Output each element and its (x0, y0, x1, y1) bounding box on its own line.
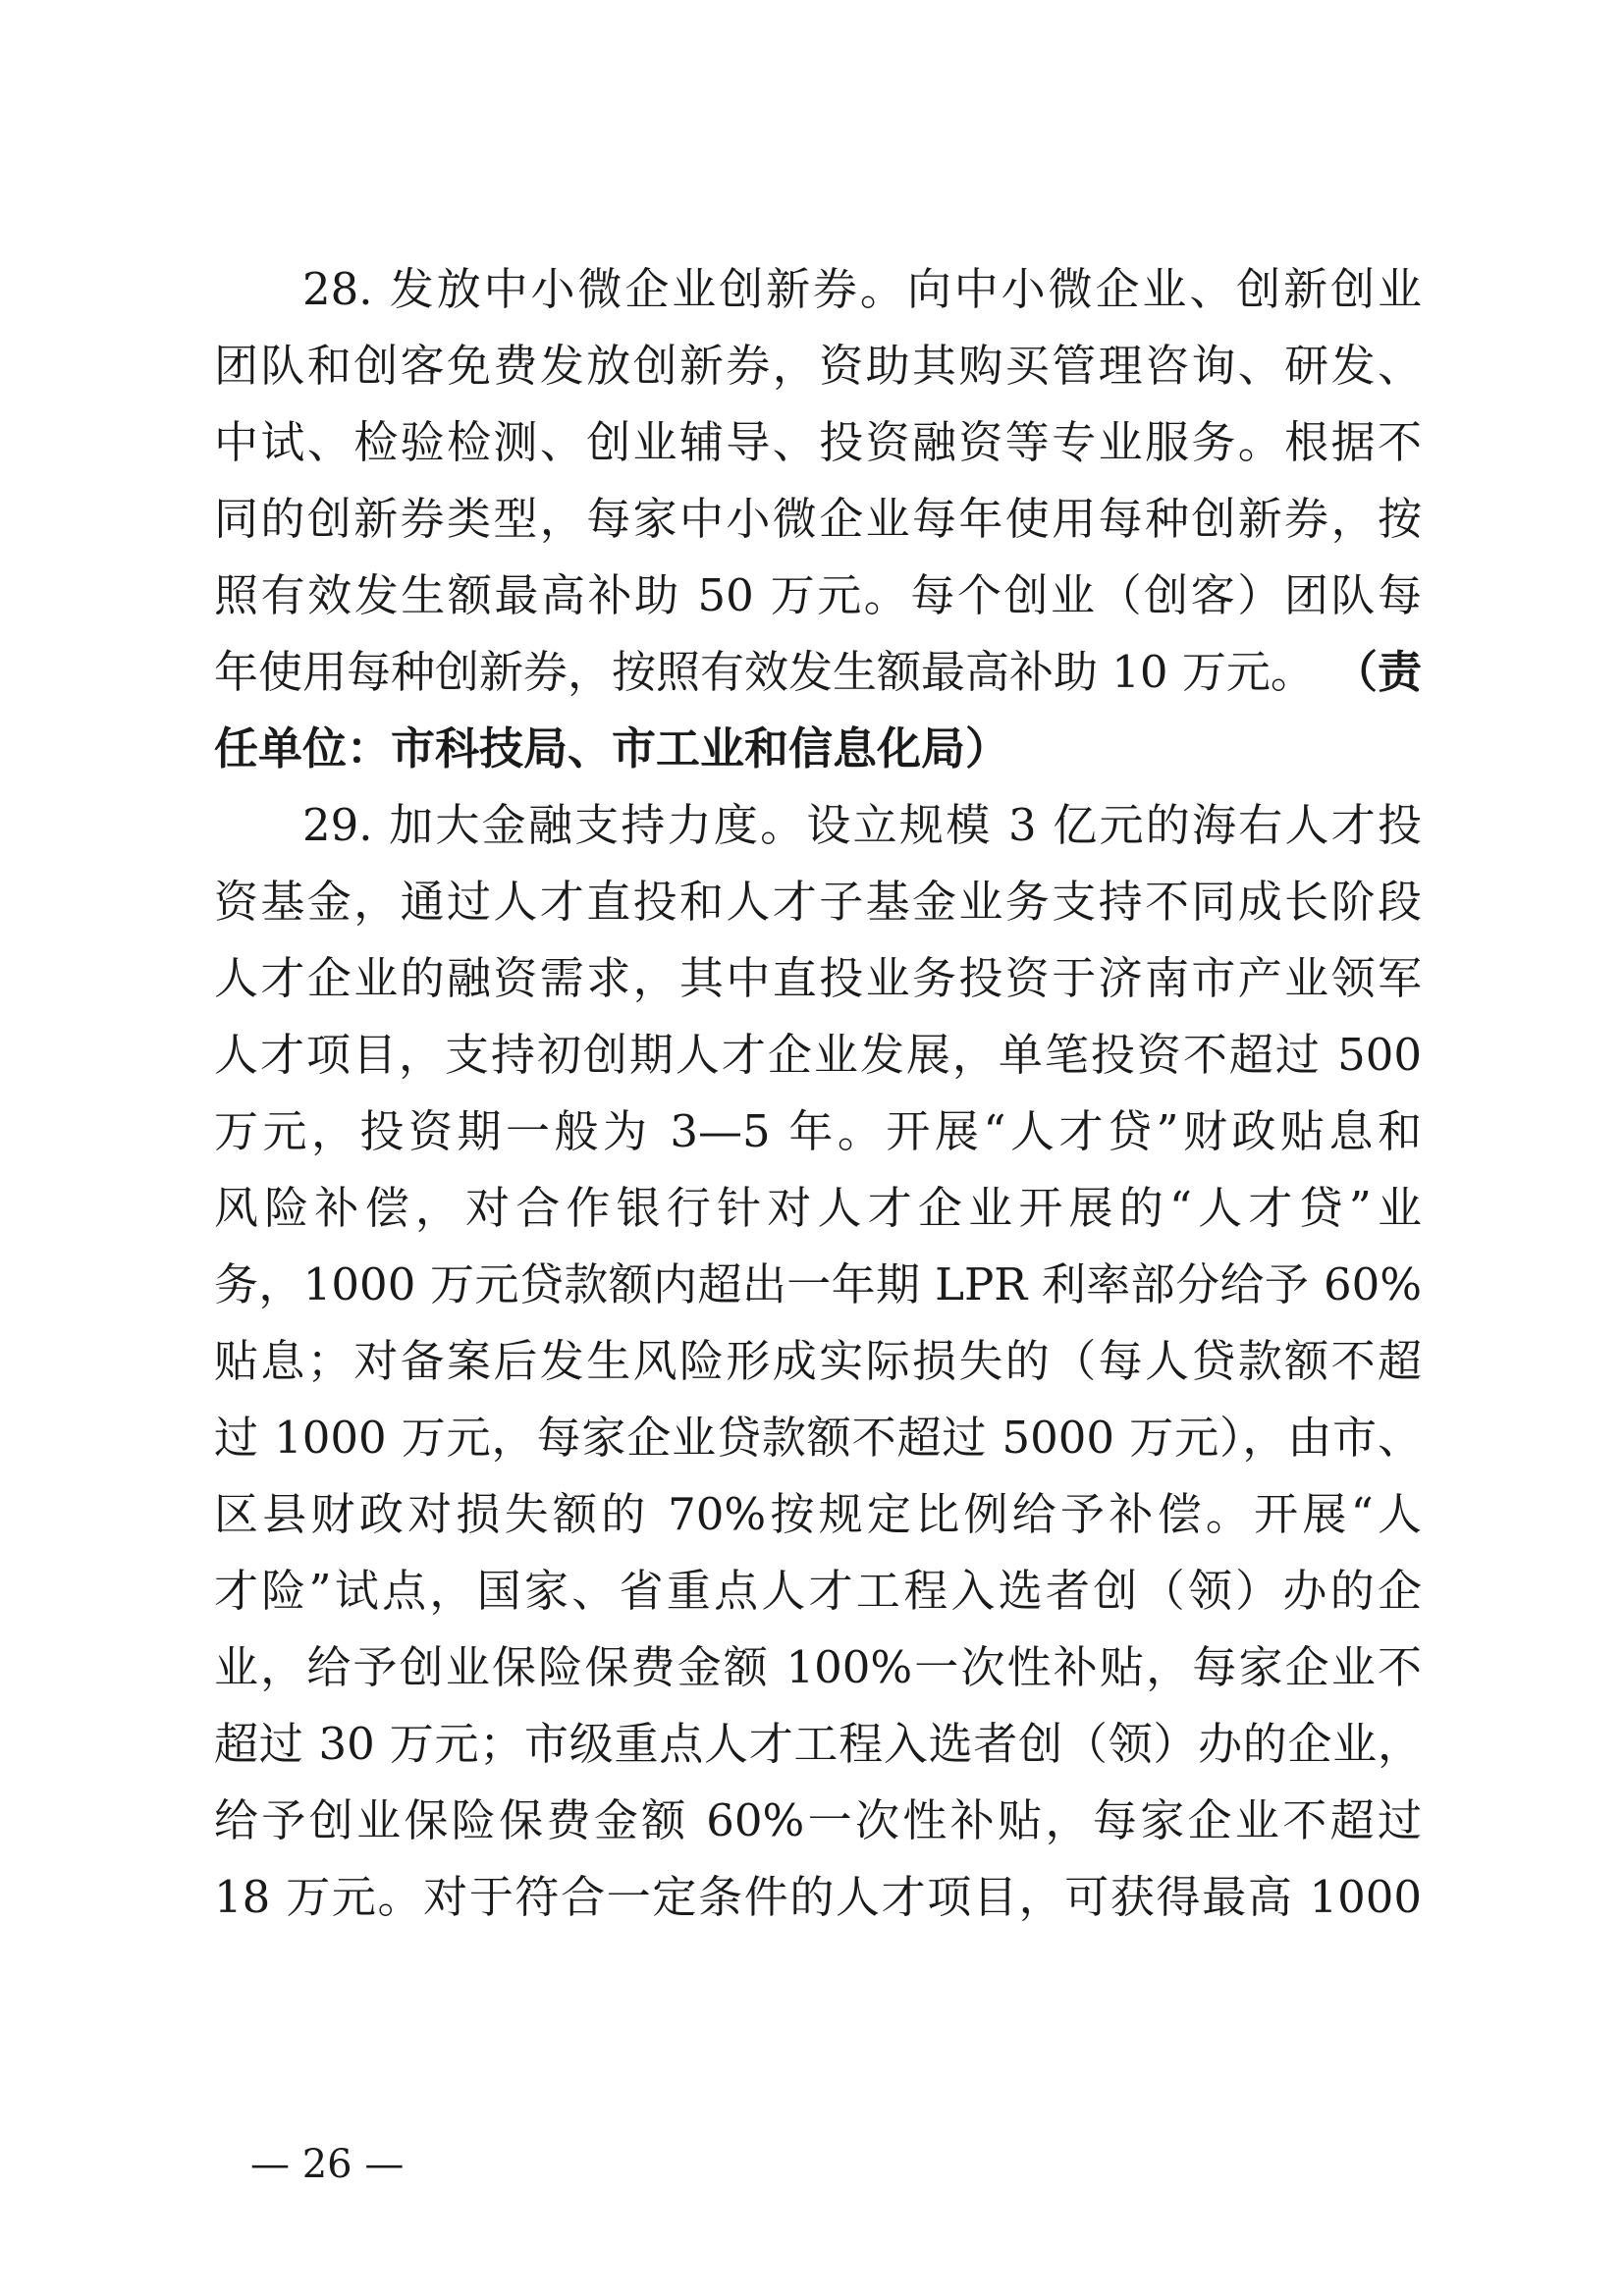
p29-line-4: 人才项目，支持初创期人才企业发展，单笔投资不超过 500 (214, 1029, 1422, 1081)
p29-line-11: 才险”试点，国家、省重点人才工程入选者创（领）办的企 (214, 1565, 1422, 1617)
p29-line-10: 区县财政对损失额的 70%按规定比例给予补偿。开展“人 (214, 1488, 1422, 1540)
p28-responsible-units-start: （责 (1332, 646, 1422, 698)
p29-line-2: 资基金，通过人才直投和人才子基金业务支持不同成长阶段 (214, 876, 1422, 928)
p29-line-6: 风险补偿，对合作银行针对人才企业开展的“人才贷”业 (214, 1182, 1422, 1234)
p28-responsible-units: 任单位：市科技局、市工业和信息化局） (214, 722, 1010, 774)
p29-line-8: 贴息；对备案后发生风险形成实际损失的（每人贷款额不超 (214, 1335, 1422, 1387)
p29-line-13: 超过 30 万元；市级重点人才工程入选者创（领）办的企业， (214, 1718, 1422, 1770)
p29-line-14: 给予创业保险保费金额 60%一次性补贴，每家企业不超过 (214, 1794, 1422, 1846)
p29-line-5: 万元，投资期一般为 3—5 年。开展“人才贷”财政贴息和 (214, 1105, 1422, 1157)
p28-line-6 (214, 643, 1422, 702)
p28-line-3: 中试、检验检测、创业辅导、投资融资等专业服务。根据不 (214, 416, 1422, 468)
p28-line-5: 照有效发生额最高补助 50 万元。每个创业（创客）团队每 (214, 569, 1422, 621)
p29-line-15: 18 万元。对于符合一定条件的人才项目，可获得最高 1000 (214, 1871, 1422, 1923)
p28-line-1: 28. 发放中小微企业创新券。向中小微企业、创新创业 (302, 263, 1422, 315)
p28-line-4: 同的创新券类型，每家中小微企业每年使用每种创新券，按 (214, 493, 1422, 545)
p29-line-1: 29. 加大金融支持力度。设立规模 3 亿元的海右人才投 (302, 799, 1422, 851)
page-number: — 26 — (250, 2142, 405, 2187)
p28-line-6-text: 年使用每种创新券，按照有效发生额最高补助 10 万元。 (214, 646, 1315, 698)
p29-line-9: 过 1000 万元，每家企业贷款额不超过 5000 万元），由市、 (214, 1412, 1422, 1464)
p29-line-7: 务，1000 万元贷款额内超出一年期 LPR 利率部分给予 60% (214, 1258, 1422, 1310)
p28-line-2: 团队和创客免费发放创新券，资助其购买管理咨询、研发、 (214, 340, 1422, 392)
p29-line-12: 业，给予创业保险保费金额 100%一次性补贴，每家企业不 (214, 1641, 1422, 1693)
p29-line-3: 人才企业的融资需求，其中直投业务投资于济南市产业领军 (214, 952, 1422, 1004)
